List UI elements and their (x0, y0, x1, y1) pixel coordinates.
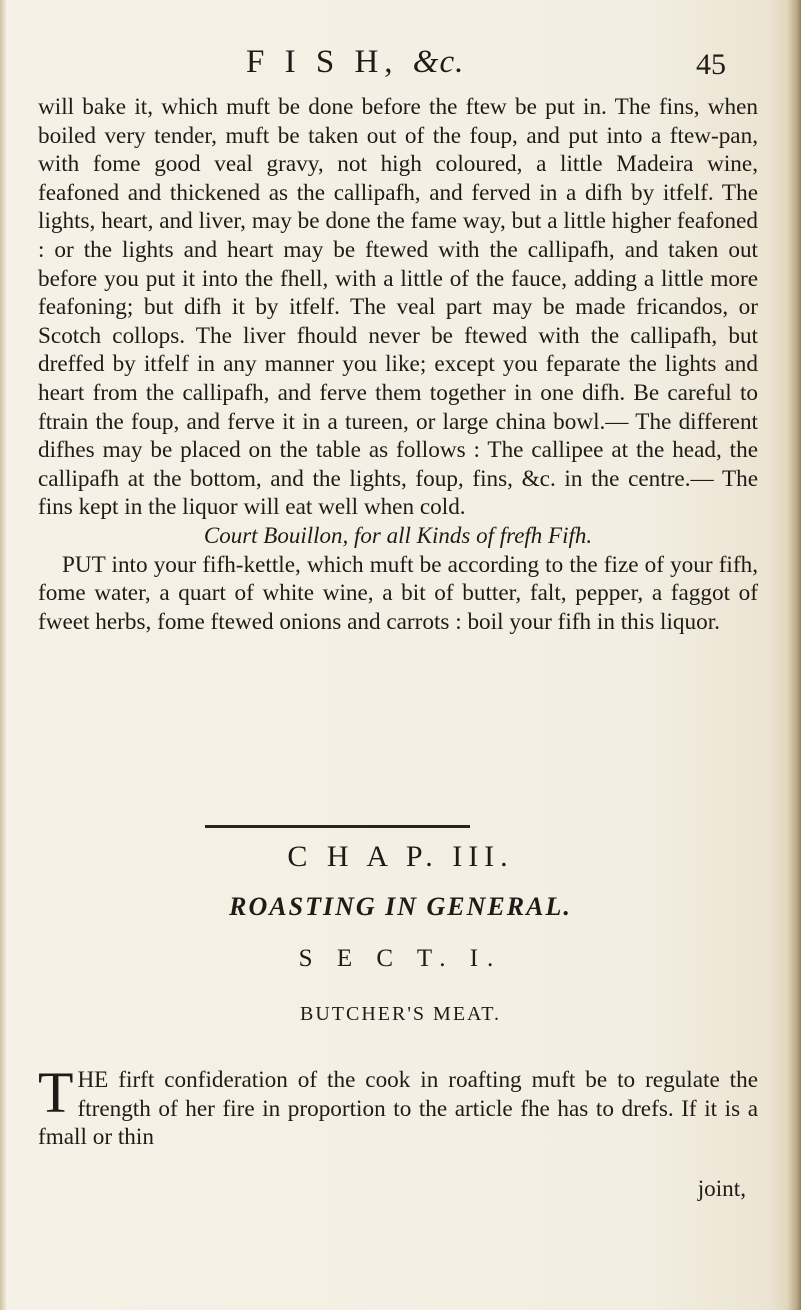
paragraph: will bake it, which muft be done before the ftew be put in. The fins, when boiled very tender, muft be taken out of the foup, and put into a ftew-pan, with fome good veal gravy, not high coloured, a little Madeira wine, feafoned and thickened as the callipafh, and ferved in a difh by itfelf. The lights, heart, and liver, may be done the fame way, but a little higher feafoned : or the lights and heart may be ftewed with the callipafh, and taken out before you put it into the fhell, with a little of the fauce, adding a little more feafoning; but difh it by itfelf. The veal part may be made fricandos, or Scotch collops. The liver fhould never be ftewed with the callipafh, but dreffed by itfelf in any manner you like; except you feparate the lights and heart from the callipafh, and ferve them together in one difh. Be careful to ftrain the foup, and ferve it in a tureen, or large china bowl.— The different difhes may be placed on the table as follows : The callipee at the head, the callipafh at the bottom, and the lights, foup, fins, &c. in the centre.— The fins kept in the liquor will eat well when cold. (38, 94, 758, 521)
running-head-etc: &c. (412, 44, 465, 80)
page-number: 45 (696, 48, 726, 81)
section-paragraph (38, 1060, 758, 1152)
recipe-paragraph: PUT into your fifh-kettle, which muft be according to the fize of your fifh, fome water, a quart of white wine, a bit of butter, falt, pepper, a faggot of fweet herbs, fome ftewed onions and carrots : boil your fifh in this liquor. (38, 551, 758, 635)
catchword: joint, (697, 1176, 746, 1203)
main-text (38, 93, 758, 636)
chapter-subtitle: ROASTING IN GENERAL. (229, 892, 572, 921)
section-title: BUTCHER'S MEAT. (299, 1003, 502, 1025)
section-heading: S E C T. I. (298, 945, 503, 972)
section-text (38, 1043, 758, 1227)
recipe-subheading: Court Bouillon, for all Kinds of frefh Fifh. (203, 522, 593, 548)
page-left-edge (0, 0, 6, 1310)
page-right-edge (787, 0, 801, 1310)
running-head (246, 44, 464, 81)
page-header (0, 44, 801, 84)
chapter-title: C H A P. III. (287, 840, 514, 873)
running-head-title: F I S H, (246, 44, 399, 80)
drop-cap: T (38, 1060, 74, 1126)
section-paragraph-text: HE firft confideration of the cook in roafting muft be to regulate the ftrength of her fire in proportion to the article fhe has to drefs. If it is a fmall or thin (38, 1067, 758, 1151)
chapter-rule (205, 825, 470, 828)
